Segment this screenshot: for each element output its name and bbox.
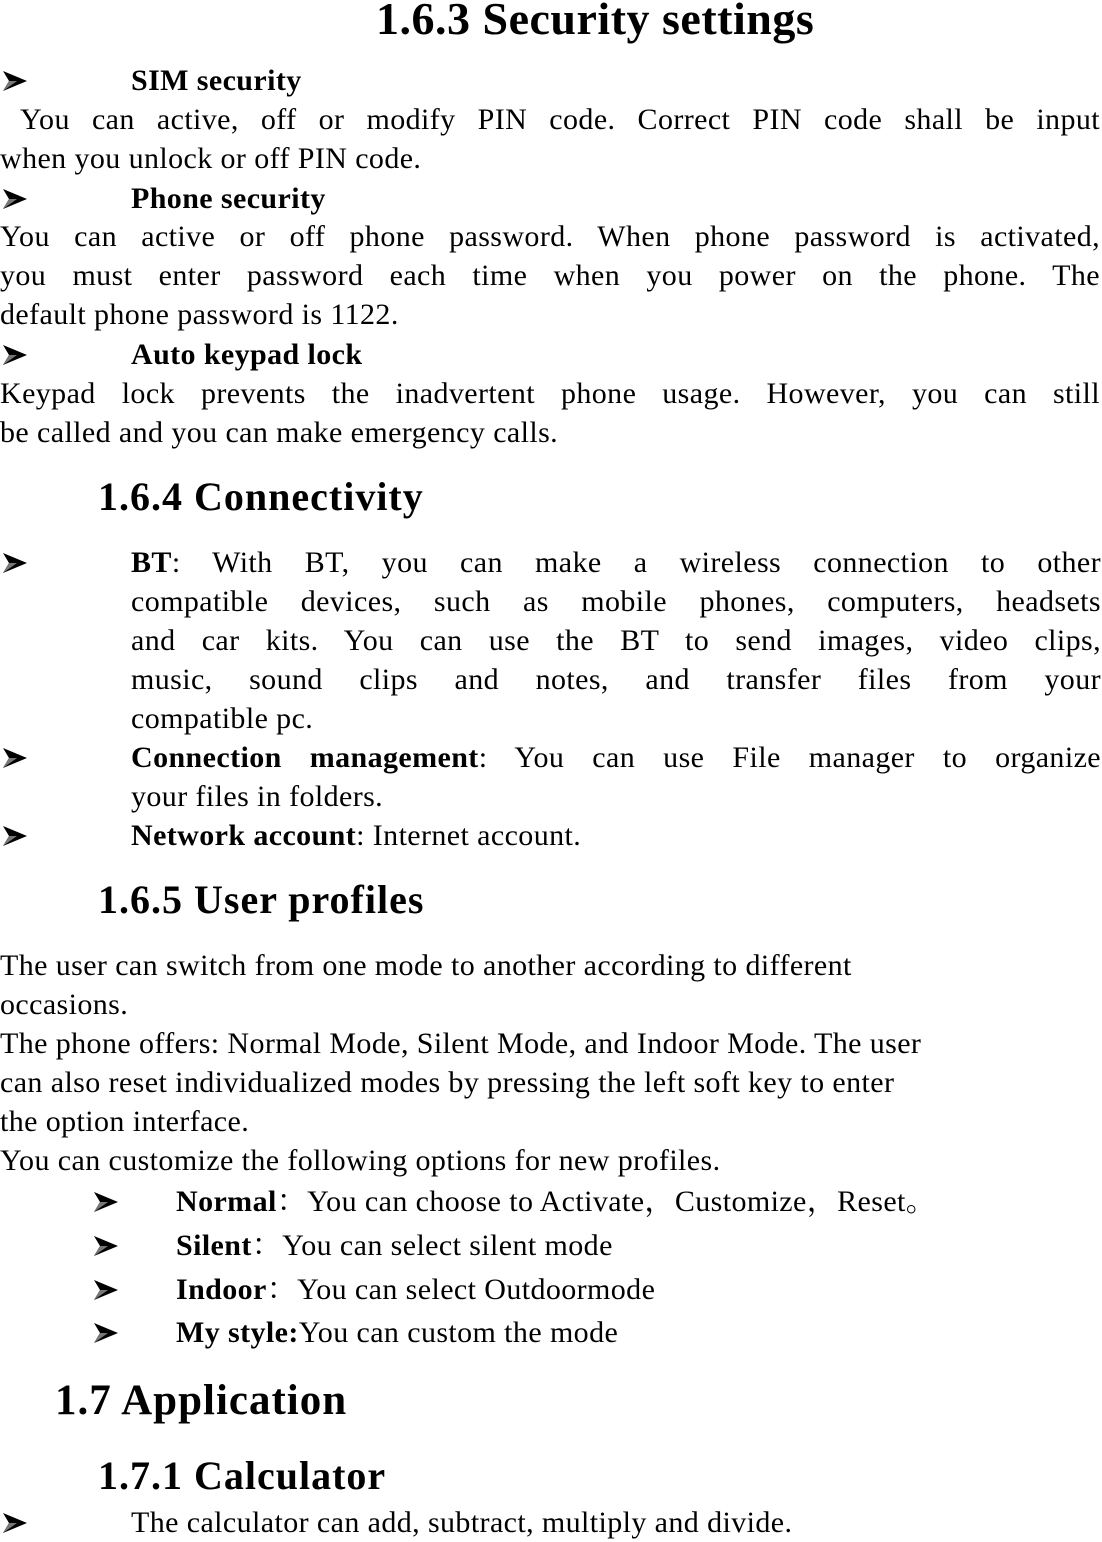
- arrow-bullet-icon: [2, 550, 28, 576]
- section-title-1-6-5: 1.6.5 User profiles: [98, 877, 425, 922]
- auto-keypad-lock-heading: Auto keypad lock: [131, 338, 363, 371]
- bt-line-1: [131, 544, 1101, 582]
- profiles-line-3: The phone offers: Normal Mode, Silent Mode, and Indoor Mode. The user: [0, 1027, 922, 1060]
- arrow-bullet-icon: [93, 1189, 119, 1215]
- arrow-bullet-icon: [93, 1233, 119, 1259]
- phone-security-heading: Phone security: [131, 182, 326, 215]
- profile-option-normal: [176, 1183, 936, 1221]
- profiles-line-6: You can customize the following options for new profiles.: [0, 1144, 721, 1177]
- connection-management-line-1: [131, 739, 1101, 777]
- keypad-lock-line-2: be called and you can make emergency calls.: [0, 416, 559, 449]
- bt-line-4: music, sound clips and notes, and transfer files from your: [131, 663, 1101, 696]
- arrow-bullet-icon: [2, 342, 28, 368]
- profiles-line-5: the option interface.: [0, 1105, 250, 1138]
- calculator-item: The calculator can add, subtract, multiply and divide.: [131, 1506, 793, 1539]
- bt-line-3: and car kits. You can use the BT to send images, video clips,: [131, 624, 1101, 657]
- option-separator: ：: [276, 1185, 308, 1218]
- phone-security-line-3: default phone password is 1122.: [0, 298, 399, 331]
- arrow-bullet-icon: [93, 1320, 119, 1346]
- section-title-1-7-1: 1.7.1 Calculator: [98, 1453, 387, 1498]
- option-desc: You can custom the mode: [298, 1316, 619, 1349]
- option-desc: You can select Outdoormode: [297, 1273, 656, 1306]
- phone-security-line-1: You can active or off phone password. When phone password is activated,: [0, 220, 1100, 253]
- profile-option-silent: [176, 1227, 613, 1265]
- section-title-1-7: 1.7 Application: [55, 1377, 348, 1424]
- network-account-term: Network account: [131, 819, 357, 852]
- option-desc: You can select silent mode: [282, 1229, 613, 1262]
- bt-line-5: compatible pc.: [131, 702, 314, 735]
- profiles-line-4: can also reset individualized modes by pressing the left soft key to enter: [0, 1066, 895, 1099]
- bt-line-2: compatible devices, such as mobile phones, computers, headsets: [131, 585, 1101, 618]
- option-desc: You can choose to Activate，Customize，Reset。: [307, 1185, 937, 1218]
- bt-line-1-text: : With BT, you can make a wireless connection to other: [171, 546, 1101, 579]
- network-account-line: [131, 817, 581, 855]
- profiles-line-1: The user can switch from one mode to another according to different: [0, 949, 852, 982]
- option-term: My style:: [176, 1316, 299, 1349]
- option-term: Normal: [176, 1185, 277, 1218]
- network-account-text: : Internet account.: [356, 819, 582, 852]
- arrow-bullet-icon: [2, 68, 28, 94]
- connection-management-text: : You can use File manager to organize: [478, 741, 1101, 774]
- option-term: Indoor: [176, 1273, 267, 1306]
- arrow-bullet-icon: [2, 186, 28, 212]
- keypad-lock-line-1: Keypad lock prevents the inadvertent phone usage. However, you can still: [0, 377, 1100, 410]
- section-title-1-6-3: 1.6.3 Security settings: [376, 0, 815, 44]
- profile-option-indoor: [176, 1271, 655, 1309]
- sim-security-heading: SIM security: [131, 64, 302, 97]
- arrow-bullet-icon: [2, 823, 28, 849]
- bt-term: BT: [131, 546, 172, 579]
- section-title-1-6-4: 1.6.4 Connectivity: [98, 474, 424, 519]
- connection-management-line-2: your files in folders.: [131, 780, 384, 813]
- profile-option-my-style: [176, 1314, 618, 1352]
- connection-management-term: Connection management: [131, 741, 479, 774]
- phone-security-line-2: you must enter password each time when you power on the phone. The: [0, 259, 1100, 292]
- arrow-bullet-icon: [2, 745, 28, 771]
- option-separator: ：: [251, 1229, 283, 1262]
- sim-security-line-1: You can active, off or modify PIN code. Correct PIN code shall be input: [20, 103, 1100, 136]
- arrow-bullet-icon: [2, 1510, 28, 1536]
- profiles-line-2: occasions.: [0, 988, 129, 1021]
- option-separator: ：: [266, 1273, 298, 1306]
- sim-security-line-2: when you unlock or off PIN code.: [0, 142, 422, 175]
- arrow-bullet-icon: [93, 1277, 119, 1303]
- option-term: Silent: [176, 1229, 252, 1262]
